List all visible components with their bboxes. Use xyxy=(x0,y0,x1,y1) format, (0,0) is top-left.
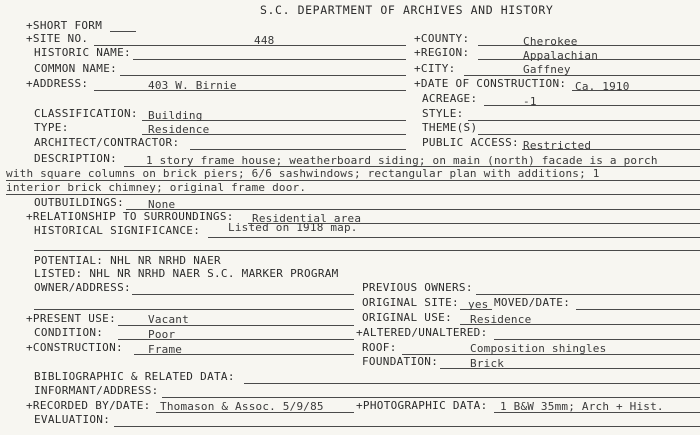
relationship-value: Residential area xyxy=(252,212,362,225)
recorded-by-label: +RECORDED BY/DATE: xyxy=(26,399,151,412)
condition-value: Poor xyxy=(148,328,176,341)
significance-line xyxy=(208,237,700,238)
classification-value: Building xyxy=(148,109,203,122)
style-line xyxy=(468,120,700,121)
description-line-1: 1 story frame house; weatherboard siding; on main (north) facade is a porch xyxy=(146,154,658,167)
construction-value: Frame xyxy=(148,343,183,356)
bibliographic-line xyxy=(244,383,700,384)
short-form-label: +SHORT FORM xyxy=(26,19,103,32)
present-use-value: Vacant xyxy=(148,313,189,326)
description-rule-3 xyxy=(6,194,700,195)
region-value: Appalachian xyxy=(523,49,599,62)
short-form-line xyxy=(110,31,136,32)
owner-address-label: OWNER/ADDRESS: xyxy=(34,281,131,294)
address-label: +ADDRESS: xyxy=(26,77,89,90)
county-line xyxy=(478,45,700,46)
previous-owners-label: PREVIOUS OWNERS: xyxy=(362,281,473,294)
informant-label: INFORMANT/ADDRESS: xyxy=(34,384,159,397)
original-use-label: ORIGINAL USE: xyxy=(362,311,452,324)
site-no-line xyxy=(94,45,406,46)
common-name-label: COMMON NAME: xyxy=(34,62,118,75)
bibliographic-label: BIBLIOGRAPHIC & RELATED DATA: xyxy=(34,370,235,383)
acreage-value: -1 xyxy=(523,95,537,108)
listed-label: LISTED: NHL NR NRHD NAER S.C. MARKER PROGRAM xyxy=(34,267,339,280)
architect-line xyxy=(190,149,406,150)
original-site-label: ORIGINAL SITE: xyxy=(362,296,459,309)
roof-label: ROOF: xyxy=(362,341,397,354)
roof-value: Composition shingles xyxy=(470,342,607,355)
site-no-label: +SITE NO. xyxy=(26,32,89,45)
informant-line xyxy=(162,397,700,398)
description-line-2: with square columns on brick piers; 6/6 sashwindows; rectangular plan with additions; 1 xyxy=(6,167,600,180)
foundation-label: FOUNDATION: xyxy=(362,355,439,368)
public-access-value: Restricted xyxy=(523,139,592,152)
city-label: +CITY: xyxy=(414,62,456,75)
foundation-value: Brick xyxy=(470,357,505,370)
recorded-by-value: Thomason & Assoc. 5/9/85 xyxy=(160,400,324,413)
altered-label: +ALTERED/UNALTERED: xyxy=(356,326,488,339)
county-value: Cherokee xyxy=(523,35,578,48)
outbuildings-label: OUTBUILDINGS: xyxy=(34,196,124,209)
moved-date-line xyxy=(576,309,700,310)
architect-label: ARCHITECT/CONTRACTOR: xyxy=(34,136,180,149)
photographic-value: 1 B&W 35mm; Arch + Hist. xyxy=(500,400,664,413)
evaluation-label: EVALUATION: xyxy=(34,413,111,426)
theme-label: THEME(S) xyxy=(422,121,478,134)
type-label: TYPE: xyxy=(34,121,69,134)
city-line xyxy=(464,75,700,76)
common-name-line xyxy=(120,75,406,76)
previous-owners-line xyxy=(476,294,700,295)
owner-address-line-2 xyxy=(34,309,354,310)
present-use-label: +PRESENT USE: xyxy=(26,312,116,325)
date-of-construction-value: Ca. 1910 xyxy=(575,80,630,93)
classification-label: CLASSIFICATION: xyxy=(34,107,138,120)
significance-label: HISTORICAL SIGNIFICANCE: xyxy=(34,224,201,237)
type-value: Residence xyxy=(148,123,210,136)
date-of-construction-label: +DATE OF CONSTRUCTION: xyxy=(414,77,567,90)
address-line xyxy=(94,90,406,91)
significance-value: Listed on 1918 map. xyxy=(228,221,358,234)
style-label: STYLE: xyxy=(422,107,464,120)
potential-label: POTENTIAL: NHL NR NRHD NAER xyxy=(34,254,221,267)
address-value: 403 W. Birnie xyxy=(148,79,237,92)
historic-name-line xyxy=(133,59,406,60)
moved-date-label: MOVED/DATE: xyxy=(494,296,571,309)
historic-name-label: HISTORIC NAME: xyxy=(34,46,131,59)
site-no-value: 448 xyxy=(254,34,275,47)
description-line-3: interior brick chimney; original frame door. xyxy=(6,181,307,194)
theme-line xyxy=(478,134,700,135)
condition-label: CONDITION: xyxy=(34,326,104,339)
photographic-label: +PHOTOGRAPHIC DATA: xyxy=(356,399,488,412)
city-value: Gaffney xyxy=(523,63,571,76)
relationship-label: +RELATIONSHIP TO SURROUNDINGS: xyxy=(26,210,234,223)
significance-rule-2 xyxy=(34,250,700,251)
original-use-value: Residence xyxy=(470,313,532,326)
acreage-line xyxy=(484,105,700,106)
county-label: +COUNTY: xyxy=(414,32,470,45)
construction-label: +CONSTRUCTION: xyxy=(26,341,123,354)
acreage-label: ACREAGE: xyxy=(422,92,478,105)
outbuildings-value: None xyxy=(148,198,176,211)
region-label: +REGION: xyxy=(414,46,470,59)
form-header-title: S.C. DEPARTMENT OF ARCHIVES AND HISTORY xyxy=(260,3,554,17)
public-access-label: PUBLIC ACCESS: xyxy=(422,136,519,149)
original-site-value: yes xyxy=(468,298,489,311)
evaluation-line xyxy=(114,426,700,427)
description-label: DESCRIPTION: xyxy=(34,152,118,165)
altered-line xyxy=(494,339,700,340)
owner-address-line xyxy=(132,294,354,295)
